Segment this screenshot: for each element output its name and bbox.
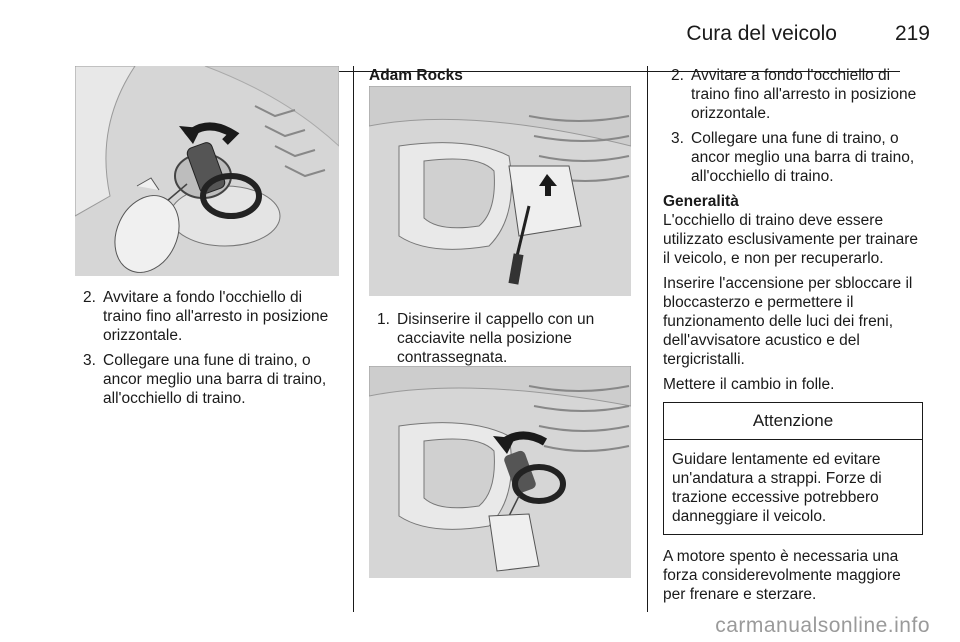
section-title-adam-rocks: Adam Rocks xyxy=(369,67,463,84)
steps-list-col3 xyxy=(663,66,927,186)
column-2-text xyxy=(369,310,631,373)
general-heading: Generalità xyxy=(663,193,739,210)
step-item: 1. Disinserire il cappello con un cacciavite nella posizione contrassegnata. xyxy=(377,311,595,366)
page-number: 219 xyxy=(894,22,930,45)
figure-cap-removal xyxy=(369,86,631,296)
figure-tow-eye-adam-rocks xyxy=(369,366,631,578)
paragraph: Inserire l'accensione per sbloccare il bloccasterzo e permettere il funzionamento delle luci dei freni, dell'avvisatore acustico e del tergicristalli. xyxy=(663,275,913,368)
closing-paragraph: A motore spento è necessaria una forza considerevolmente maggiore per frenare e sterzare. xyxy=(663,548,901,603)
paragraph: L'occhiello di traino deve essere utilizzato esclusivamente per trainare il veicolo, e non per recuperarlo. xyxy=(663,212,919,267)
steps-list-col1 xyxy=(75,288,341,408)
step-item: 2. Avvitare a fondo l'occhiello di traino fino all'arresto in posizione orizzontale. xyxy=(671,67,917,122)
warning-title: Attenzione xyxy=(664,403,922,440)
steps-list-col2 xyxy=(369,310,631,367)
step-item: 2. Avvitare a fondo l'occhiello di traino fino all'arresto in posizione orizzontale. xyxy=(83,289,329,344)
page-title: Cura del veicolo xyxy=(686,22,837,45)
column-divider-2 xyxy=(647,66,648,612)
warning-text: Guidare lentamente ed evitare un'andatura a strappi. Forze di trazione eccessive potrebbero danneggiare il veicolo. xyxy=(672,451,882,525)
column-divider-1 xyxy=(353,66,354,612)
figure-tow-eye-front xyxy=(75,66,339,276)
step-item: 3. Collegare una fune di traino, o ancor meglio una barra di traino, all'occhiello di traino. xyxy=(671,130,915,185)
step-item: 3. Collegare una fune di traino, o ancor meglio una barra di traino, all'occhiello di traino. xyxy=(83,352,327,407)
column-1-text xyxy=(75,288,341,414)
watermark: carmanualsonline.info xyxy=(715,614,930,637)
column-3-text xyxy=(663,66,927,610)
warning-box xyxy=(663,402,923,535)
page-header xyxy=(0,22,930,52)
paragraph: Mettere il cambio in folle. xyxy=(663,376,835,393)
